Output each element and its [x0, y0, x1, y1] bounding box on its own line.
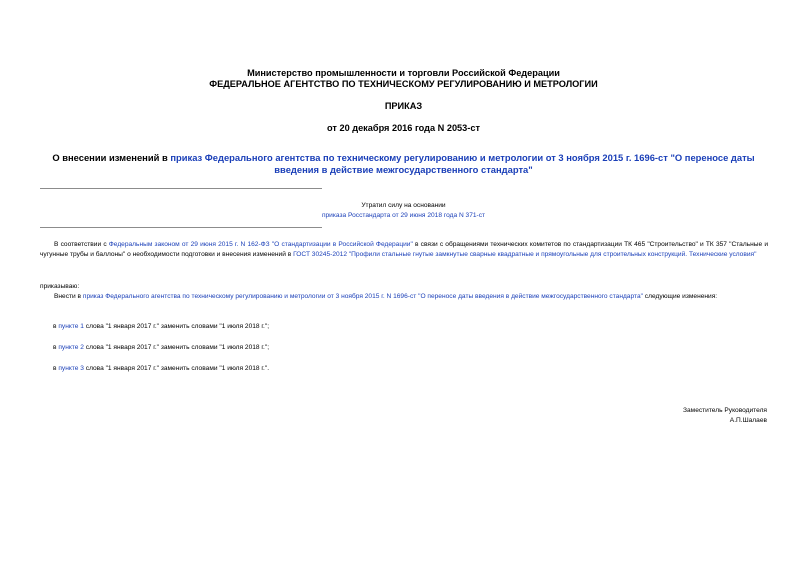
order-word: приказываю:	[40, 283, 80, 290]
p1-text-2: в связи с обращениями технических комитетов по стандартизации ТК 465 "Строительство" и ТК 357 "Стальные и чугунные трубы и баллоны" о необходимости подготовки и внесения изменений в	[40, 241, 769, 259]
divider-top	[40, 188, 322, 189]
item-2-prefix: в	[53, 344, 59, 351]
item-1-text: слова "1 января 2017 г." заменить словами "1 июля 2018 г.";	[83, 323, 270, 330]
item-2-link[interactable]: пункте 2	[58, 344, 84, 351]
item-1-prefix: в	[53, 323, 59, 330]
document-type: ПРИКАЗ	[384, 101, 423, 111]
gost-link[interactable]: ГОСТ 30245-2012 "Профили стальные гнутые замкнутые сварные квадратные и прямоугольные для строительных конструкций. Технические условия"	[293, 251, 757, 259]
item-3-link[interactable]: пункте 3	[58, 365, 84, 372]
list-item	[53, 322, 269, 332]
title-prefix: О внесении изменений в	[52, 152, 171, 163]
federal-law-link[interactable]: Федеральным законом от 29 июня 2015 г. N 162-ФЗ "О стандартизации в Российской Федерации"	[108, 241, 413, 248]
item-2-text: слова "1 января 2017 г." заменить словами "1 июля 2018 г.";	[83, 344, 270, 351]
status-text: Утратил силу на основании	[361, 202, 446, 209]
amended-order-link[interactable]: приказ Федерального агентства по техническому регулированию и метрологии от 3 ноября 2015 г. N 1696-ст "О переносе даты введения в действие межгосударственного стандарта"	[82, 293, 643, 300]
ministry-name: Министерство промышленности и торговли Российской Федерации	[247, 68, 560, 78]
agency-name: ФЕДЕРАЛЬНОЕ АГЕНТСТВО ПО ТЕХНИЧЕСКОМУ РЕГУЛИРОВАНИЮ И МЕТРОЛОГИИ	[209, 79, 598, 89]
title-order-link[interactable]: приказ Федерального агентства по техническому регулированию и метрологии от 3 ноября 2015 г. 1696-ст "О переносе даты введения в действие межгосударственного стандарта"	[170, 152, 755, 175]
document-date-number: от 20 декабря 2016 года N 2053-ст	[327, 123, 480, 133]
p2-text-2: следующие изменения:	[642, 293, 718, 300]
item-3-text: слова "1 января 2017 г." заменить словами "1 июля 2018 г.".	[83, 365, 270, 372]
status-link[interactable]: приказа Росстандарта от 29 июня 2018 года N 371-ст	[321, 212, 486, 219]
p1-text-1: В соответствии с	[54, 241, 109, 248]
p2-text-1: Внести в	[54, 293, 83, 300]
paragraph-changes	[40, 292, 768, 302]
paragraph-basis	[40, 240, 768, 260]
divider-bottom	[40, 227, 322, 228]
list-item	[53, 343, 269, 353]
document-title	[40, 152, 767, 175]
item-1-link[interactable]: пункте 1	[58, 323, 84, 330]
signatory-position: Заместитель Руководителя	[683, 407, 767, 414]
item-3-prefix: в	[53, 365, 59, 372]
signatory-name: А.П.Шалаев	[729, 417, 767, 424]
list-item	[53, 364, 269, 374]
